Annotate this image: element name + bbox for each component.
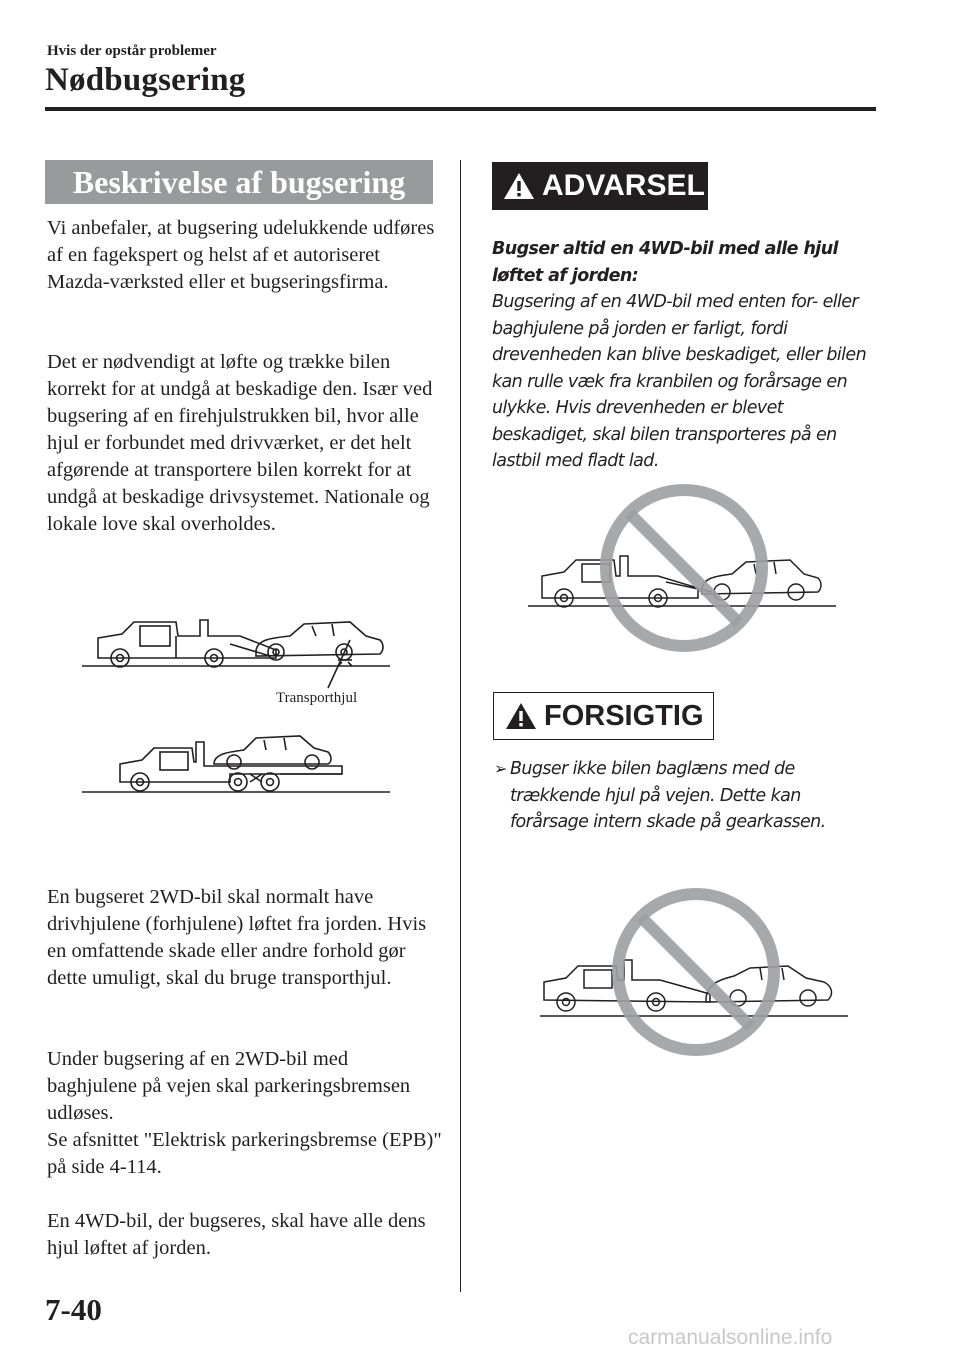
- caution-badge: [493, 692, 714, 740]
- caution-label: FORSIGTIG: [544, 699, 704, 732]
- warning-body: Bugsering af en 4WD-bil med enten for- eller baghjulene på jorden er farligt, fordi drevenheden kan blive beskadiget, eller bilen kan rulle væk fra kranbilen og forårsage en ulykke. Hvis drevenheden er blevet beskadiget, skal bilen transporteres på en lastbil med fladt lad.: [492, 292, 867, 471]
- paragraph-lifting: Det er nødvendigt at løfte og trække bilen korrekt for at undgå at beskadige den. Især ved bugsering af en firehjulstrukken bil, hvor alle hjul er forbundet med drivværket, er det helt afgørende at transportere bilen korrekt for at undgå at beskadige drivsystemet. Nationale og lokale love skal overholdes.: [47, 351, 433, 535]
- paragraph-recommendation: Vi anbefaler, at bugsering udelukkende udføres af en fagekspert og helst af et autoriseret Mazda-værksted eller et bugseringsfirma.: [47, 217, 435, 293]
- paragraph-4wd: En 4WD-bil, der bugseres, skal have alle dens hjul løftet af jorden.: [47, 1210, 426, 1259]
- warning-icon: [502, 171, 536, 201]
- warning-badge: [492, 162, 708, 210]
- watermark: carmanualsonline.info: [628, 1326, 833, 1349]
- caution-item: [494, 756, 874, 836]
- caution-text: Bugser ikke bilen baglæns med de trækkende hjul på vejen. Dette kan forårsage intern skade på gearkassen.: [510, 759, 826, 832]
- warning-text: [492, 236, 877, 475]
- page-number: 7-40: [45, 1292, 102, 1327]
- column-divider: [460, 160, 461, 1292]
- paragraph-parking-brake: Under bugsering af en 2WD-bil med baghjulene på vejen skal parkeringsbremsen udløses. Se afsnittet "Elektrisk parkeringsbremse (EPB)" på side 4-114.: [47, 1048, 442, 1178]
- prohibited-towing-4wd-illustration: [526, 480, 846, 660]
- warning-label: ADVARSEL: [542, 169, 705, 202]
- towing-dolly-illustration: [80, 600, 400, 690]
- header-rule: [45, 107, 876, 111]
- warning-icon: [504, 701, 538, 731]
- warning-heading: Bugser altid en 4WD-bil med alle hjul løftet af jorden:: [492, 239, 838, 286]
- breadcrumb: Hvis der opstår problemer: [47, 43, 217, 59]
- section-title: Beskrivelse af bugsering: [45, 160, 433, 204]
- figure-caption: Transporthjul: [276, 690, 358, 706]
- arrow-bullet-icon: ➢: [494, 759, 507, 778]
- paragraph-2wd: En bugseret 2WD-bil skal normalt have drivhjulene (forhjulene) løftet fra jorden. Hvis en omfattende skade eller andre forhold gør dette umuligt, skal du bruge transporthjul.: [47, 886, 427, 989]
- prohibited-reverse-towing-illustration: [538, 888, 858, 1068]
- page-title: Nødbugsering: [45, 62, 246, 98]
- flatbed-illustration: [80, 720, 400, 800]
